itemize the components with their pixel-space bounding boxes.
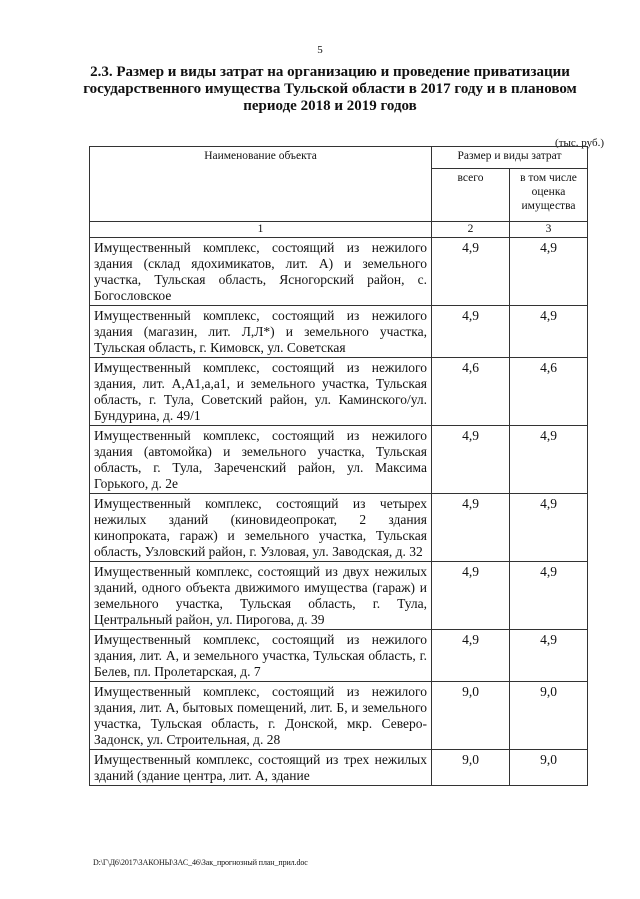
privatization-costs-table [89,146,588,786]
total-cost: 4,9 [432,238,510,306]
table-row [90,306,588,358]
column-number: 3 [510,222,588,238]
object-name: Имущественный комплекс, состоящий из четырех нежилых зданий (киновидеопрокат, 2 здания кинопроката, гараж) и земельного участка, Тульская область, Узловский район, г. Узловая, ул. Заводская, д. 32 [90,494,432,562]
valuation-cost: 4,9 [510,630,588,682]
object-name: Имущественный комплекс, состоящий из нежилого здания, лит. А, бытовых помещений, лит. Б, и земельного участка, Тульская область, г. Донской, мкр. Северо-Задонск, ул. Строительная, д. 28 [90,682,432,750]
total-cost: 4,9 [432,630,510,682]
header-costs: Размер и виды затрат [432,147,588,169]
total-cost: 4,9 [432,494,510,562]
object-name: Имущественный комплекс, состоящий из нежилого здания, лит. А,А1,а,а1, и земельного участка, Тульская область, г. Тула, Советский район, ул. Каминского/ул. Бундурина, д. 49/1 [90,358,432,426]
column-number: 2 [432,222,510,238]
object-name: Имущественный комплекс, состоящий из нежилого здания (магазин, лит. Л,Л*) и земельного участка, Тульская область, г. Кимовск, ул. Советская [90,306,432,358]
page-number: 5 [317,44,323,56]
table-row [90,630,588,682]
header-total: всего [432,169,510,222]
table-row [90,426,588,494]
valuation-cost: 4,9 [510,426,588,494]
column-number: 1 [90,222,432,238]
total-cost: 4,6 [432,358,510,426]
total-cost: 9,0 [432,750,510,786]
table-row [90,494,588,562]
section-title: 2.3. Размер и виды затрат на организацию и проведение приватизации государственного имущества Тульской области в 2017 году и в плановом периоде 2018 и 2019 годов [83,64,577,114]
table-row [90,750,588,786]
valuation-cost: 4,9 [510,562,588,630]
total-cost: 9,0 [432,682,510,750]
valuation-cost: 4,9 [510,238,588,306]
file-path-footer: D:\Г\Д6\2017\ЗАКОНЫ\ЗАС_46\Зак_прогнозный план_прил.doc [93,858,308,867]
object-name: Имущественный комплекс, состоящий из нежилого здания (автомойка) и земельного участка, Тульская область, г. Тула, Зареченский район, ул. Максима Горького, д. 2е [90,426,432,494]
object-name: Имущественный комплекс, состоящий из нежилого здания (склад ядохимикатов, лит. А) и земельного участка, Тульская область, Ясногорский район, с. Богословское [90,238,432,306]
object-name: Имущественный комплекс, состоящий из двух нежилых зданий, одного объекта движимого имущества (гараж) и земельного участка, Тульская область, г. Тула, Центральный район, ул. Пирогова, д. 39 [90,562,432,630]
table-row [90,358,588,426]
valuation-cost: 4,6 [510,358,588,426]
table-row [90,562,588,630]
total-cost: 4,9 [432,562,510,630]
units-label: (тыс. руб.) [555,137,604,149]
table-row [90,682,588,750]
total-cost: 4,9 [432,426,510,494]
header-object-name: Наименование объекта [90,147,432,222]
object-name: Имущественный комплекс, состоящий из трех нежилых зданий (здание центра, лит. А, здание [90,750,432,786]
valuation-cost: 4,9 [510,306,588,358]
valuation-cost: 4,9 [510,494,588,562]
header-including-valuation: в том числе оценка имущества [510,169,588,222]
valuation-cost: 9,0 [510,682,588,750]
valuation-cost: 9,0 [510,750,588,786]
table-row [90,238,588,306]
total-cost: 4,9 [432,306,510,358]
object-name: Имущественный комплекс, состоящий из нежилого здания, лит. А, и земельного участка, Тульская область, г. Белев, пл. Пролетарская, д. 7 [90,630,432,682]
